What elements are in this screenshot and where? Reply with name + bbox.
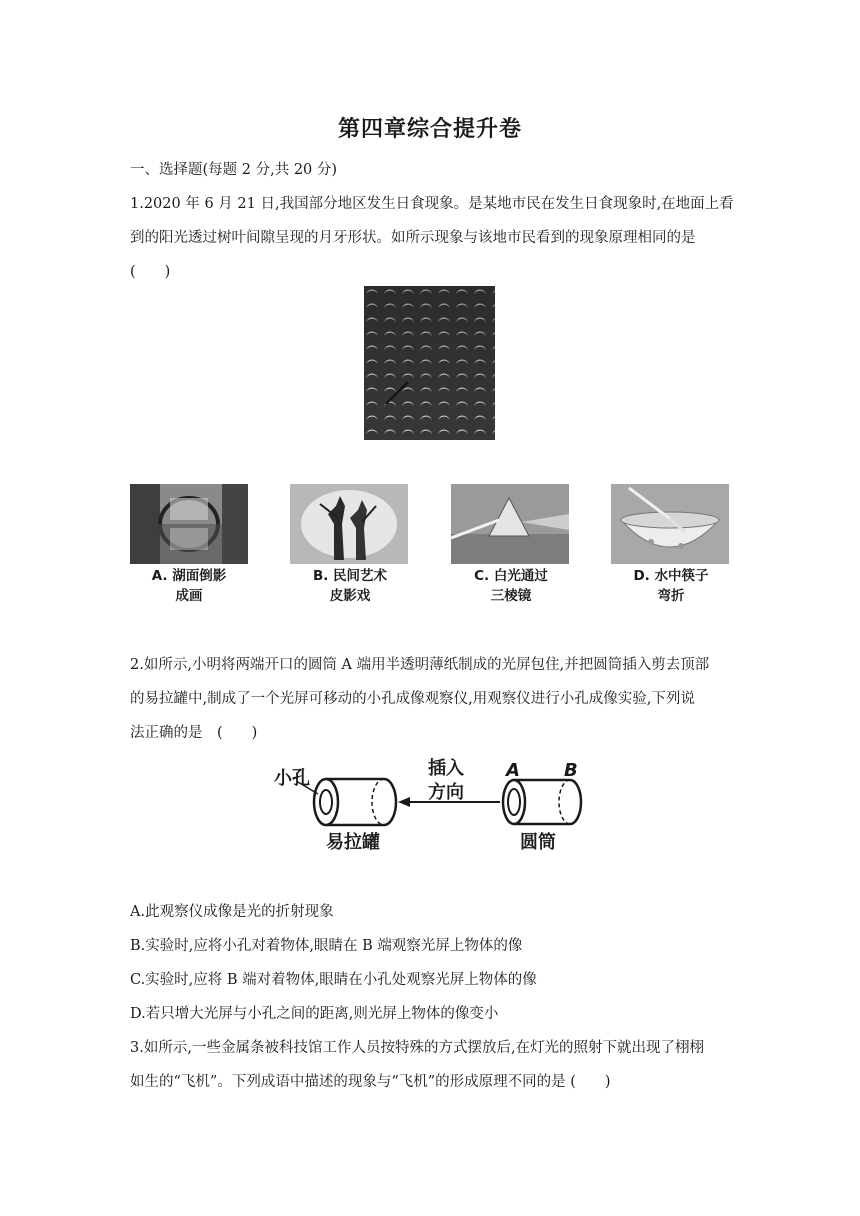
q3-line-2: 如生的“飞机”。下列成语中描述的现象与“飞机”的形成原理不同的是 ( ) xyxy=(130,1074,611,1090)
option-d-chopstick-bowl-photo xyxy=(611,484,729,564)
option-a-caption-line-2: 成画 xyxy=(175,588,203,604)
q2-line-2: 的易拉罐中,制成了一个光屏可移动的小孔成像观察仪,用观察仪进行小孔成像实验,下列说 xyxy=(130,691,695,707)
q3-line-1: 3.如所示,一些金属条被科技馆工作人员按特殊的方式摆放后,在灯光的照射下就出现了栩栩 xyxy=(130,1040,705,1056)
option-d-caption-line-1: D. 水中筷子 xyxy=(633,568,709,584)
option-d-caption-line-2: 弯折 xyxy=(657,588,685,604)
q2-option-d: D.若只增大光屏与小孔之间的距离,则光屏上物体的像变小 xyxy=(130,1006,499,1022)
q2-option-a: A.此观察仪成像是光的折射现象 xyxy=(130,904,334,920)
page-title: 第四章综合提升卷 xyxy=(337,117,522,142)
option-b-caption xyxy=(280,566,420,606)
option-c-caption-line-2: 三棱镜 xyxy=(490,588,532,604)
q2-option-b: B.实验时,应将小孔对着物体,眼睛在 B 端观察光屏上物体的像 xyxy=(130,938,523,954)
option-a-caption-line-1: A. 湖面倒影 xyxy=(151,568,227,584)
q1-line-1: 1.2020 年 6 月 21 日,我国部分地区发生日食现象。是某地市民在发生日食现象时,在地面上看 xyxy=(130,196,734,212)
end-b-label: B xyxy=(564,760,578,781)
option-c-caption xyxy=(441,566,581,606)
section-heading: 一、选择题(每题 2 分,共 20 分) xyxy=(130,162,338,178)
option-a-lake-reflection-photo xyxy=(130,484,248,564)
option-b-caption-line-2: 皮影戏 xyxy=(329,588,371,604)
q1-line-3: ( ) xyxy=(130,264,171,280)
can-label: 易拉罐 xyxy=(326,832,380,853)
option-c-caption-line-1: C. 白光通过 xyxy=(474,568,548,584)
q1-line-2: 到的阳光透过树叶间隙呈现的月牙形状。如所示现象与该地市民看到的现象原理相同的是 xyxy=(130,230,696,246)
hole-label: 小孔 xyxy=(274,768,310,789)
can-shape xyxy=(314,779,396,825)
end-a-label: A xyxy=(506,760,520,781)
tube-shape xyxy=(503,780,581,824)
option-b-caption-line-1: B. 民间艺术 xyxy=(312,568,388,584)
insert-label-2: 方向 xyxy=(428,782,464,803)
option-b-shadow-play-photo xyxy=(290,484,408,564)
q2-option-c: C.实验时,应将 B 端对着物体,眼睛在小孔处观察光屏上物体的像 xyxy=(130,972,537,988)
q2-line-1: 2.如所示,小明将两端开口的圆筒 A 端用半透明薄纸制成的光屏包住,并把圆筒插入剪去顶部 xyxy=(130,657,710,673)
tube-label: 圆筒 xyxy=(520,832,556,853)
option-a-caption xyxy=(119,566,259,606)
q2-line-3: 法正确的是 ( ) xyxy=(130,725,258,741)
crescent-shadows-photo xyxy=(364,286,495,440)
pinhole-viewer-diagram xyxy=(268,752,598,860)
insert-label-1: 插入 xyxy=(428,758,464,779)
option-c-prism-photo xyxy=(451,484,569,564)
option-d-caption xyxy=(601,566,741,606)
